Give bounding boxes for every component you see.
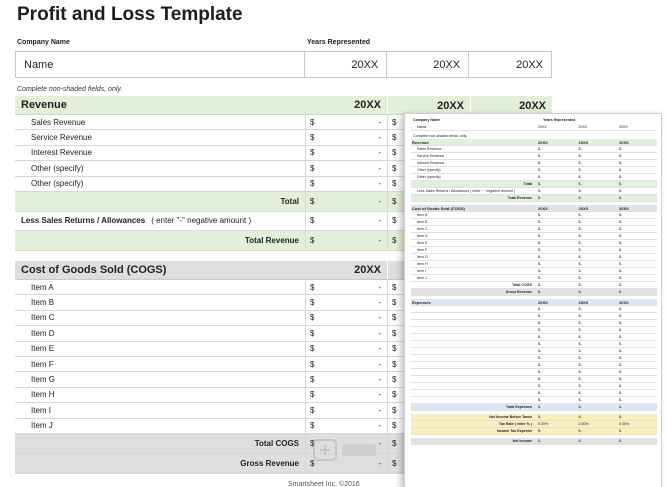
mini-cogs-item: Item F $- $- $- [411,247,657,254]
revenue-item-row [15,146,415,161]
gross-revenue-row: Gross Revenue $ - $ [15,454,415,474]
amount-cell[interactable]: $ [392,298,397,308]
amount-cell[interactable]: $ - [306,326,388,340]
sales-returns-label: Less Sales Returns / Allowances [21,216,146,226]
amount-cell[interactable]: $ - [306,115,388,129]
total-revenue-label: Total Revenue [15,231,306,250]
gross-revenue-label: Gross Revenue [15,454,306,473]
mini-name-row: Name 20XX 20XX 20XX [411,124,657,131]
revenue-item-row [15,115,415,130]
amount-cell[interactable]: $ [392,313,397,323]
year-field-2[interactable]: 20XX [387,52,469,77]
sales-returns-row: Less Sales Returns / Allowances ( enter "-" negative amount ) $ - $ [15,212,415,231]
revenue-header-row [15,96,415,115]
row-label: Item F [15,357,306,371]
revenue-total-row: Total $ - $ [15,192,415,212]
cogs-title: Cost of Goods Sold (COGS) [21,264,167,276]
mini-expense-row: $- $- $- [411,327,657,334]
company-name-field[interactable]: Name [16,52,305,77]
amount-cell[interactable]: $ - [306,295,388,309]
mini-expense-row: $- $- $- [411,306,657,313]
amount-cell[interactable]: $ [392,421,397,431]
mini-gross-revenue: Gross Revenue $- $- $- [411,289,657,296]
footer-credit: Smartsheet Inc. ©2016 [288,481,360,487]
mini-expense-row: $- $- $- [411,355,657,362]
row-label: Other (specify) [15,177,306,191]
amount-cell[interactable]: $ [392,405,397,415]
amount-cell[interactable]: $ [392,179,397,189]
mini-tax-rate: Tax Rate ( enter % ) 0.00% 0.00% 0.00% [411,421,657,428]
mini-expense-row: $- $- $- [411,369,657,376]
mini-cogs-header: Cost of Goods Sold (COGS) 20XX 20XX 20XX [411,205,657,212]
cogs-item-row [15,357,415,372]
cogs-item-row [15,280,415,295]
amount-cell[interactable]: $ [392,390,397,400]
page-title: Profit and Loss Template [17,4,243,25]
mini-expense-row: $- $- $- [411,376,657,383]
revenue-year-3-header: 20XX [470,96,552,115]
total-cogs-row: Total COGS $ - $ [15,434,415,454]
amount-cell[interactable]: $ - [306,342,388,356]
mini-cogs-item: Item J $- $- $- [411,275,657,282]
mini-revenue-item: Other (specify) $- $- $- [411,174,657,181]
mini-expense-row: $- $- $- [411,320,657,327]
amount-cell[interactable]: $ - [306,419,388,433]
template-preview-sheet [404,113,662,487]
cogs-header-row [15,261,415,280]
row-label: Item B [15,295,306,309]
amount-cell[interactable]: $ [392,163,397,173]
year-field-1[interactable]: 20XX [305,52,387,77]
mini-revenue-item: Other (specify) $- $- $- [411,167,657,174]
years-represented-label: Years Represented [307,39,371,46]
mini-expense-row: $- $- $- [411,362,657,369]
revenue-year-2-header: 20XX [388,96,470,115]
cogs-item-row [15,342,415,357]
mini-years-label: Years Represented [543,118,576,122]
amount-cell[interactable]: $ - [306,146,388,160]
mini-company-label: Company Name [413,118,441,122]
row-label: Item C [15,311,306,325]
cogs-item-row [15,403,415,418]
amount-cell[interactable]: $ - [306,311,388,325]
row-label: Other (specify) [15,161,306,175]
mini-revenue-item: Sales Revenue $- $- $- [411,146,657,153]
row-label: Item G [15,372,306,386]
mini-revenue-total: Total $- $- $- [411,181,657,188]
mini-expense-row: $- $- $- [411,390,657,397]
row-label: Item D [15,326,306,340]
amount-cell[interactable]: $ - [306,161,388,175]
row-label: Interest Revenue [15,146,306,160]
amount-cell[interactable]: $ [392,359,397,369]
mini-expense-row: $- $- $- [411,341,657,348]
mini-income-tax-expense: Income Tax Expense $- $- $- [411,428,657,435]
mini-cogs-item: Item H $- $- $- [411,261,657,268]
amount-cell[interactable]: $ - [306,280,388,294]
mini-expense-row: $- $- $- [411,348,657,355]
mini-expense-row: $- $- $- [411,334,657,341]
revenue-total-label: Total [15,192,306,211]
row-label: Item A [15,280,306,294]
row-label: Service Revenue [15,130,306,144]
watermark-logo [310,436,380,470]
row-label: Item J [15,419,306,433]
mini-expense-row: $- $- $- [411,383,657,390]
revenue-item-row [15,177,415,192]
cogs-item-row [15,295,415,310]
revenue-section [15,96,415,251]
mini-cogs-item: Item C $- $- $- [411,226,657,233]
amount-cell[interactable]: $ - [306,177,388,191]
amount-cell[interactable]: $ - [306,403,388,417]
amount-cell[interactable]: $ - [306,357,388,371]
amount-cell[interactable]: $ [392,282,397,292]
revenue-item-row [15,161,415,176]
amount-cell[interactable]: $ [392,344,397,354]
mini-less-row: Less Sales Returns / Allowances ( enter "-" negative amount ) $- $- $- [411,188,657,195]
mini-revenue-item: Interest Revenue $- $- $- [411,160,657,167]
amount-cell[interactable]: $ [392,148,397,158]
mini-expenses-header: Expenses 20XX 20XX 20XX [411,299,657,306]
amount-cell[interactable]: $ [392,328,397,338]
mini-revenue-header: Revenue 20XX 20XX 20XX [411,139,657,146]
cogs-year-header: 20XX [306,261,388,279]
revenue-item-row [15,130,415,145]
cogs-item-row [15,372,415,387]
amount-cell[interactable]: $ - [306,372,388,386]
mini-cogs-item: Item G $- $- $- [411,254,657,261]
total-cogs-label: Total COGS [15,434,306,453]
mini-cogs-item: Item B $- $- $- [411,219,657,226]
mini-total-revenue: Total Revenue $- $- $- [411,195,657,202]
revenue-title: Revenue [21,99,67,111]
year-field-3[interactable]: 20XX [516,59,543,71]
row-label: Item E [15,342,306,356]
mini-revenue-item: Service Revenue $- $- $- [411,153,657,160]
mini-cogs-item: Item I $- $- $- [411,268,657,275]
amount-cell[interactable]: $ - [306,130,388,144]
mini-total-expenses: Total Expenses $- $- $- [411,404,657,411]
cogs-item-row [15,311,415,326]
mini-net-income: Net Income $- $- $- [411,438,657,445]
amount-cell[interactable]: $ [392,133,397,143]
row-label: Item I [15,403,306,417]
mini-cogs-item: Item A $- $- $- [411,212,657,219]
cogs-item-row [15,388,415,403]
sales-returns-hint: ( enter "-" negative amount ) [151,216,252,226]
mini-expense-row: $- $- $- [411,313,657,320]
total-revenue-row: Total Revenue $ - $ [15,231,415,251]
mini-note: Complete non-shaded fields, only. [413,134,468,138]
mini-expense-row: $- $- $- [411,397,657,404]
amount-cell[interactable]: $ [392,375,397,385]
mini-total-cogs: Total COGS $- $- $- [411,282,657,289]
header-table [15,51,552,78]
cogs-item-row [15,419,415,434]
row-label: Item H [15,388,306,402]
company-name-label: Company Name [17,39,70,46]
mini-cogs-item: Item D $- $- $- [411,233,657,240]
amount-cell[interactable]: $ - [306,388,388,402]
revenue-year-1-header: 20XX [306,96,388,114]
cogs-item-row [15,326,415,341]
mini-net-income-before-taxes: Net Income Before Taxes $- $- $- [411,414,657,421]
mini-cogs-item: Item E $- $- $- [411,240,657,247]
row-label: Sales Revenue [15,115,306,129]
amount-cell[interactable]: $ [392,117,397,127]
instruction-note: Complete non-shaded fields, only. [17,86,123,93]
